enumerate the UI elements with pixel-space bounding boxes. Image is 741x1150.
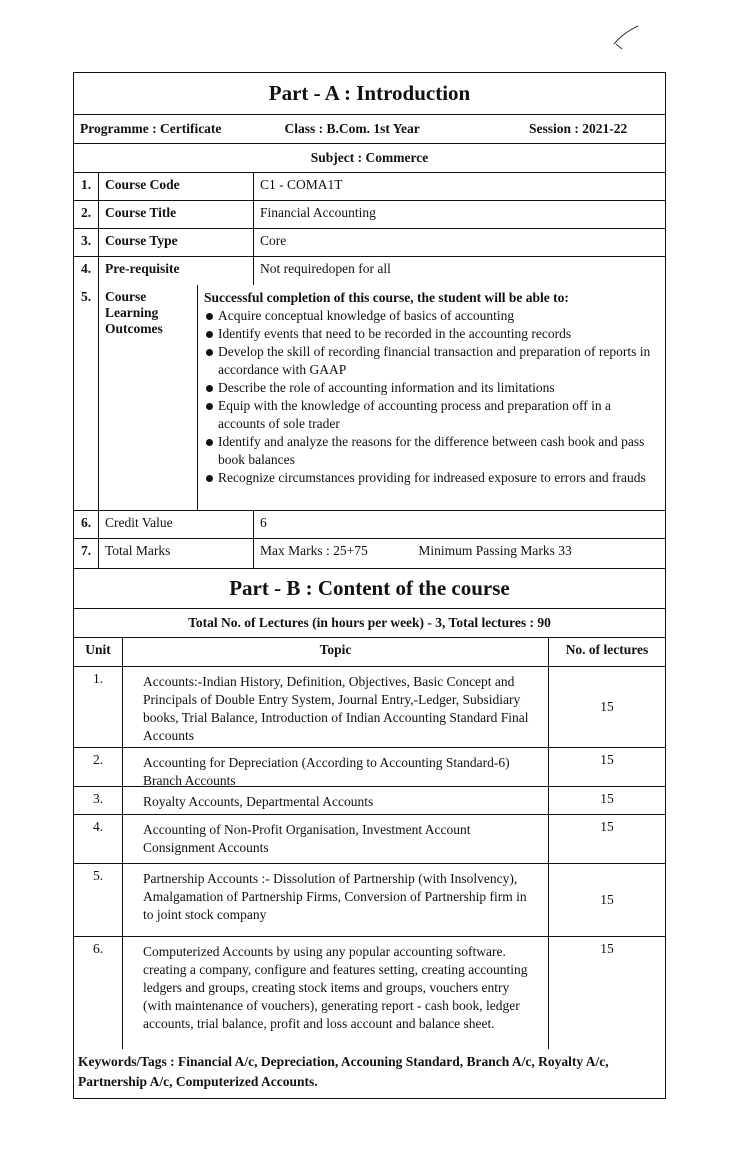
info-label: Course Title <box>99 201 254 228</box>
subject-row <box>74 144 665 173</box>
unit-topic: Partnership Accounts :- Dissolution of Partnership (with Insolvency), Amalgamation of Partnership Firms, Conversion of Partnership firm in to joint stock company <box>123 864 549 936</box>
unit-topic: Accounting of Non-Profit Organisation, Investment Account Consignment Accounts <box>123 815 549 863</box>
unit-row <box>74 748 665 787</box>
info-value: Not requiredopen for all <box>260 261 391 276</box>
unit-number: 1. <box>74 667 123 747</box>
unit-number: 5. <box>74 864 123 936</box>
info-label: Course Code <box>99 173 254 200</box>
part-a-title: Part - A : Introduction <box>268 81 471 105</box>
outcomes-row <box>74 285 665 511</box>
unit-row <box>74 815 665 864</box>
lectures-summary-row <box>74 609 665 638</box>
outcomes-list <box>204 307 659 487</box>
unit-lectures: 15 <box>600 752 614 767</box>
outcomes-label: Course Learning Outcomes <box>99 285 198 510</box>
keywords: Keywords/Tags : Financial A/c, Depreciation, Accouning Standard, Branch A/c, Royalty A/c, Partnership A/c, Computerized Accounts. <box>78 1054 609 1089</box>
outcome-item: Describe the role of accounting information and its limitations <box>204 379 659 397</box>
unit-number: 4. <box>74 815 123 863</box>
course-info-row <box>74 229 665 257</box>
course-info-row <box>74 257 665 285</box>
unit-number: 2. <box>74 748 123 786</box>
programme-row <box>74 115 665 144</box>
topic-header: Topic <box>123 638 549 666</box>
unit-topic: Royalty Accounts, Departmental Accounts <box>123 787 549 814</box>
outcome-item: Identify events that need to be recorded in the accounting records <box>204 325 659 343</box>
unit-lectures: 15 <box>600 699 614 714</box>
lectures-header: No. of lectures <box>565 642 649 657</box>
unit-topic: Accounts:-Indian History, Definition, Objectives, Basic Concept and Principals of Double Entry System, Journal Entry,-Ledger, Subsidiary books, Trial Balance, Introduction of Indian Accounting Standard Final Accounts <box>123 667 549 747</box>
outcome-item: Equip with the knowledge of accounting process and preparation off in a accounts of sole trader <box>204 397 659 433</box>
max-marks: Max Marks : 25+75 <box>260 543 368 558</box>
outcomes-intro: Successful completion of this course, the student will be able to: <box>204 290 569 305</box>
part-b-header <box>74 569 665 609</box>
course-info-row <box>74 201 665 229</box>
unit-header: Unit <box>74 638 123 666</box>
session: Session : 2021-22 <box>529 121 628 136</box>
info-label: Pre-requisite <box>99 257 254 285</box>
outcome-item: Identify and analyze the reasons for the difference between cash book and pass book balances <box>204 433 659 469</box>
pen-mark-icon <box>612 22 642 52</box>
info-value: C1 - COMA1T <box>260 177 343 192</box>
credit-label: Credit Value <box>99 511 254 538</box>
min-passing-marks: Minimum Passing Marks 33 <box>418 543 572 558</box>
unit-row <box>74 937 665 1049</box>
info-label: Course Type <box>99 229 254 256</box>
unit-number: 3. <box>74 787 123 814</box>
outcome-item: Recognize circumstances providing for indreased exposure to errors and frauds <box>204 469 659 487</box>
row-number: 3. <box>74 229 99 256</box>
outcomes-content <box>198 285 665 510</box>
lectures-summary: Total No. of Lectures (in hours per week) - 3, Total lectures : 90 <box>188 615 551 630</box>
row-number: 1. <box>74 173 99 200</box>
subject: Subject : Commerce <box>310 150 429 165</box>
outcome-item: Develop the skill of recording financial transaction and preparation of reports in accordance with GAAP <box>204 343 659 379</box>
marks-row <box>74 539 665 569</box>
marks-label: Total Marks <box>99 539 254 568</box>
unit-topic: Computerized Accounts by using any popular accounting software. creating a company, configure and features setting, creating accounting ledgers and groups, creating stock items and groups, vouchers entry (with maintenance of vouchers), generating report - cash book, ledger accounts, trial balance, profit and loss account and balance sheet. <box>123 937 549 1049</box>
programme: Programme : Certificate <box>80 121 222 136</box>
syllabus-table <box>73 72 666 1099</box>
part-b-title: Part - B : Content of the course <box>229 576 510 600</box>
unit-number: 6. <box>74 937 123 1049</box>
course-info-row <box>74 173 665 201</box>
credit-value: 6 <box>260 515 267 530</box>
part-a-header <box>74 73 665 115</box>
unit-lectures: 15 <box>600 941 614 956</box>
unit-lectures: 15 <box>600 892 614 907</box>
unit-row <box>74 787 665 815</box>
units-header-row <box>74 638 665 667</box>
unit-lectures: 15 <box>600 791 614 806</box>
row-number: 2. <box>74 201 99 228</box>
row-number: 4. <box>74 257 99 285</box>
class: Class : B.Com. 1st Year <box>284 121 420 136</box>
credit-row <box>74 511 665 539</box>
unit-row <box>74 864 665 937</box>
unit-topic: Accounting for Depreciation (According to Accounting Standard-6) Branch Accounts <box>123 748 549 786</box>
outcome-item: Acquire conceptual knowledge of basics of accounting <box>204 307 659 325</box>
unit-row <box>74 667 665 748</box>
keywords-row <box>74 1049 665 1098</box>
info-value: Financial Accounting <box>260 205 376 220</box>
info-value: Core <box>260 233 287 248</box>
row-number: 6. <box>74 511 99 538</box>
row-number: 5. <box>74 285 99 510</box>
row-number: 7. <box>74 539 99 568</box>
unit-lectures: 15 <box>600 819 614 834</box>
